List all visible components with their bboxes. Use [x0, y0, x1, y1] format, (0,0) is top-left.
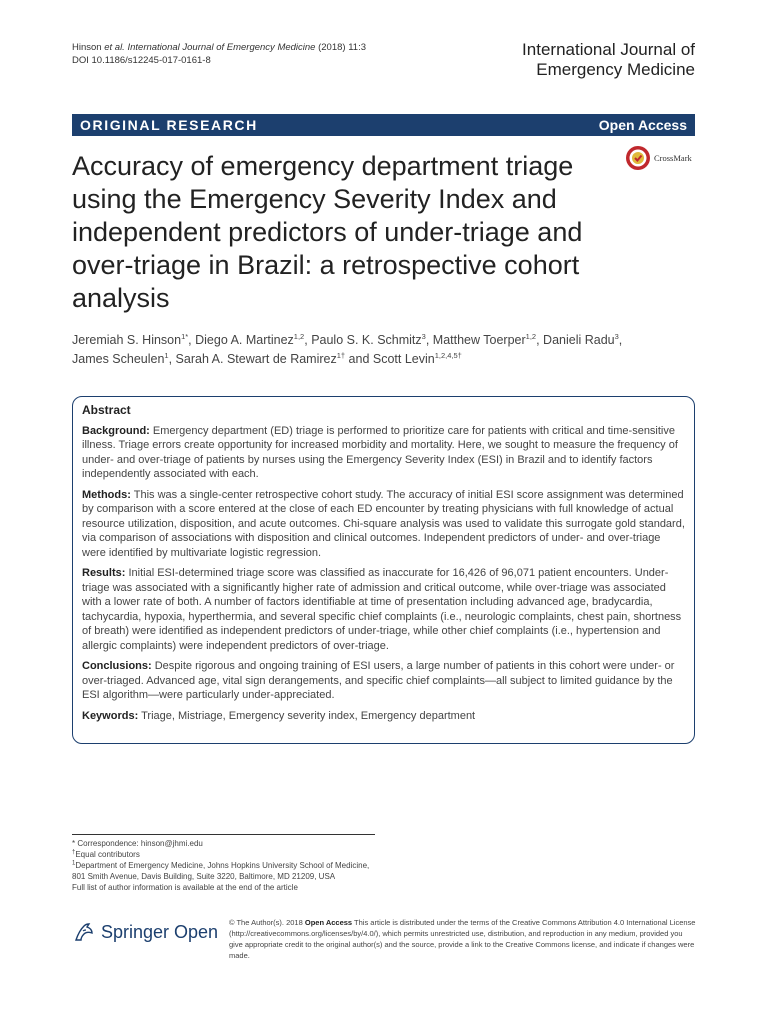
journal-name [522, 40, 695, 80]
author-name[interactable]: Paulo S. K. Schmitz [311, 333, 422, 347]
license-text [229, 917, 697, 961]
author-separator: , [618, 333, 623, 347]
springer-horse-icon [72, 920, 96, 944]
crossmark-badge[interactable] [625, 145, 692, 171]
author-affiliation-mark: 1,2 [293, 331, 305, 341]
doi[interactable]: DOI 10.1186/s12245-017-0161-8 [72, 55, 211, 66]
author-name[interactable]: James Scheulen [72, 352, 165, 366]
citation-block [72, 41, 366, 67]
citation-year: (2018) 11:3 [315, 42, 366, 53]
author-name[interactable]: Scott Levin [372, 352, 435, 366]
journal-name-line2: Emergency Medicine [536, 60, 695, 79]
journal-name-line1: International Journal of [522, 40, 695, 59]
equal-contrib-note [72, 849, 372, 860]
correspondence-note: * Correspondence: hinson@jhmi.edu [72, 839, 203, 848]
abstract-section-text: Initial ESI-determined triage score was classified as inaccurate for 16,426 of 96,071 patient encounters. Under-triage was associated with a significantly higher rate of admission and critical outcome, while over-triage was associated with a lower rate of both. A number of factors identifiable at time of presentation including advanced age, bradycardia, tachycardia, hypoxia, hyperthermia, and several specific chief complaints (i.e., neurologic complaints, chest pain, shortness of breath) were identified as independent predictors of under-triage, while other chief complaints (i.e., hypertension and allergic complaints) were independent predictors of over-triage. [82, 567, 682, 652]
citation-etal: et al. [104, 42, 125, 53]
citation-authors: Hinson [72, 42, 105, 53]
abstract-section-label: Methods: [82, 488, 131, 501]
author-separator: and [345, 352, 373, 366]
full-list-note: Full list of author information is available at the end of the article [72, 883, 298, 892]
author-list [72, 331, 692, 369]
author-name[interactable]: Sarah A. Stewart de Ramirez [175, 352, 337, 366]
equal-contrib-text: Equal contributors [75, 850, 140, 859]
footnote-divider [72, 834, 375, 835]
affiliation-mark: 1 [72, 860, 76, 867]
crossmark-label: CrossMark [654, 153, 692, 163]
springer-open-logo [72, 920, 218, 944]
abstract-section-label: Keywords: [82, 709, 139, 722]
affiliation-note [72, 860, 372, 882]
author-separator: , [304, 333, 312, 347]
article-title: Accuracy of emergency department triage using the Emergency Severity Index and independent predictors of under-triage and over-triage in Brazil: a retrospective cohort analysis [72, 151, 583, 313]
abstract-heading: Abstract [82, 403, 131, 417]
crossmark-icon [625, 145, 651, 171]
section-bar [72, 114, 695, 136]
abstract-methods [82, 488, 685, 561]
citation-journal: International Journal of Emergency Medicine [124, 42, 316, 53]
author-affiliation-mark: 3 [614, 331, 619, 341]
author-name[interactable]: Diego A. Martinez [195, 333, 294, 347]
abstract-background [82, 424, 685, 482]
author-name[interactable]: Matthew Toerper [432, 333, 526, 347]
abstract-section-label: Results: [82, 567, 126, 579]
author-affiliation-mark: 1,2,4,5† [434, 350, 462, 360]
abstract-keywords [82, 709, 685, 724]
abstract-box [72, 396, 695, 744]
abstract-conclusions [82, 659, 685, 703]
author-separator: , [188, 333, 196, 347]
section-label: ORIGINAL RESEARCH [80, 117, 258, 133]
abstract-section-text: Triage, Mistriage, Emergency severity index, Emergency department [138, 709, 476, 722]
author-name[interactable]: Jeremiah S. Hinson [72, 333, 182, 347]
license-open-access: Open Access [304, 918, 353, 927]
citation-line [72, 41, 366, 54]
abstract-section-text: Despite rigorous and ongoing training of ESI users, a large number of patients in this cohort were under- or over-triaged. Advanced age, vital sign derangements, and specific chief complaints—all subject to limited guidance by the ESI algorithm—were particularly under-appreciated. [82, 660, 675, 701]
springer-open-wordmark: Springer Open [101, 921, 219, 942]
author-separator: , [168, 352, 176, 366]
abstract-section-label: Background: [82, 424, 150, 437]
author-separator: , [536, 333, 544, 347]
abstract-section-text: Emergency department (ED) triage is performed to prioritize care for patients with critical and time-sensitive illness. Triage errors create opportunity for increased morbidity and mortality. Here, we sought to measure the frequency of under- and over-triage of patients by nurses using the Emergency Severity Index (ESI) in Brazil and to identify factors independently associated with each. [82, 424, 678, 480]
copyright-prefix: © The Author(s). 2018 [229, 918, 305, 927]
abstract-section-label: Conclusions: [82, 660, 152, 672]
abstract-section-text: This was a single-center retrospective cohort study. The accuracy of initial ESI score assignment was determined by comparison with a score entered at the close of each ED encounter by treating physicians with full knowledge of actual resource utilization, disposition, and acute outcomes. Chi-square analysis was used to validate this surrogate gold standard, via comparison of associations with disposition and clinical outcomes. Independent predictors of under- and over-triage were identified by multivariate logistic regression. [82, 488, 685, 559]
equal-contrib-mark: † [72, 849, 76, 856]
abstract-results [82, 566, 685, 653]
author-name[interactable]: Danieli Radu [543, 333, 615, 347]
affiliation-text: Department of Emergency Medicine, Johns Hopkins University School of Medicine, 801 Smith Avenue, Davis Building, Suite 3220, Baltimore, MD 21209, USA [72, 861, 370, 881]
author-separator: , [425, 333, 433, 347]
license-body: This article is distributed under the terms of the Creative Commons Attribution 4.0 International License (http://creativecommons.org/licenses/by/4.0/), which permits unrestricted use, distribution, and reproduction in any medium, provided you give appropriate credit to the original author(s) and the source, provide a link to the Creative Commons license, and indicate if changes were made. [229, 918, 696, 960]
author-affiliation-mark: 1 [164, 350, 169, 360]
author-affiliation-mark: 1† [336, 350, 346, 360]
author-affiliation-mark: 1,2 [525, 331, 537, 341]
author-affiliation-mark: 3 [421, 331, 426, 341]
open-access-label: Open Access [598, 117, 687, 133]
footnotes [72, 838, 372, 893]
author-affiliation-mark: 1* [181, 331, 189, 341]
